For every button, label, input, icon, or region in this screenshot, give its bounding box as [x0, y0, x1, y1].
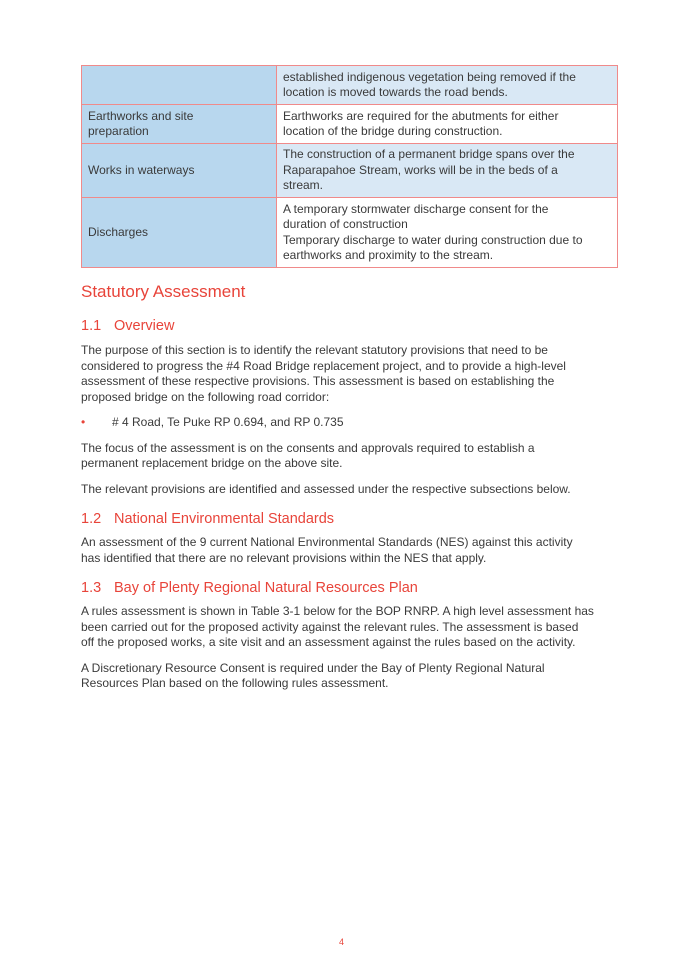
- description-cell: A temporary stormwater discharge consent for the duration of construction Temporary discharge to water during construction due to earthworks and proximity to the stream.: [277, 198, 618, 268]
- subsection-title: Overview: [114, 318, 175, 334]
- subsection-heading-overview: [81, 316, 618, 336]
- activity-cell: [82, 66, 277, 105]
- activity-cell: Works in waterways: [82, 144, 277, 198]
- list-item: • # 4 Road, Te Puke RP 0.694, and RP 0.735: [81, 415, 344, 429]
- subsection-title: National Environmental Standards: [114, 511, 335, 527]
- table-row: [82, 66, 618, 105]
- description-cell: Earthworks are required for the abutments for either location of the bridge during construction.: [277, 105, 618, 144]
- table-row: [82, 198, 618, 268]
- description-cell: established indigenous vegetation being removed if the location is moved towards the road bends.: [277, 66, 618, 105]
- bullet-icon: •: [81, 415, 86, 429]
- activity-cell: Discharges: [82, 198, 277, 268]
- road-corridor-list: [81, 415, 618, 431]
- subsection-number: 1.2: [81, 511, 102, 527]
- activity-cell: Earthworks and site preparation: [82, 105, 277, 144]
- consent-paragraph: A Discretionary Resource Consent is required under the Bay of Plenty Regional Natural Resources Plan based on the following rules assessment.: [81, 660, 545, 690]
- subsection-title: Bay of Plenty Regional Natural Resources Plan: [114, 580, 418, 596]
- provisions-paragraph: The relevant provisions are identified and assessed under the respective subsections below.: [81, 481, 571, 496]
- rules-assessment-paragraph: A rules assessment is shown in Table 3-1 below for the BOP RNRP. A high level assessment has been carried out for the proposed activity against the relevant rules. The assessment is based off the proposed works, a site visit and an assessment against the rules based on the activity.: [81, 604, 594, 649]
- subsection-heading-rnrp: [81, 578, 618, 598]
- subsection-number: 1.3: [81, 580, 102, 596]
- table-row: [82, 144, 618, 198]
- table-row: [82, 105, 618, 144]
- subsection-heading-nes: [81, 509, 618, 529]
- section-heading: Statutory Assessment: [81, 282, 246, 301]
- overview-paragraph: The purpose of this section is to identify the relevant statutory provisions that need to be considered to progress the #4 Road Bridge replacement project, and to provide a high-level assessment of these respective provisions. This assessment is based on establishing the proposed bridge on the following road corridor:: [81, 343, 566, 404]
- consent-requirements-table: [81, 65, 618, 268]
- nes-paragraph: An assessment of the 9 current National Environmental Standards (NES) against this activity has identified that there are no relevant provisions within the NES that apply.: [81, 535, 573, 565]
- subsection-number: 1.1: [81, 318, 102, 334]
- page-content: [81, 65, 618, 692]
- description-cell: The construction of a permanent bridge spans over the Raparapahoe Stream, works will be in the beds of a stream.: [277, 144, 618, 198]
- focus-paragraph: The focus of the assessment is on the consents and approvals required to establish a permanent replacement bridge on the above site.: [81, 440, 535, 470]
- page-number: 4: [338, 937, 344, 947]
